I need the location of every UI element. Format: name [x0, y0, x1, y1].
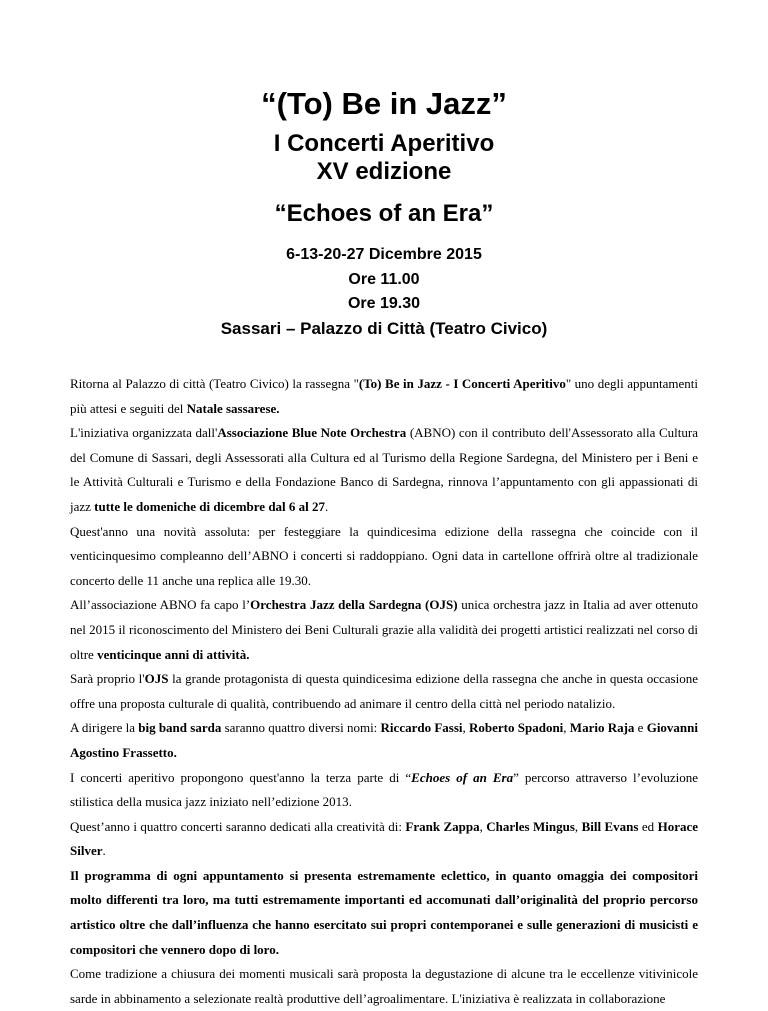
text-run-bold: Orchestra Jazz della Sardegna (OJS): [250, 597, 458, 613]
text-run: All’associazione ABNO fa capo l’: [70, 597, 251, 613]
text-run-bold: Mario Raja: [569, 720, 635, 736]
text-run-bold: Giovanni Agostino Frassetto.: [70, 720, 698, 760]
text-run: ,: [574, 818, 582, 834]
event-title: “(To) Be in Jazz”: [261, 86, 507, 121]
text-run: Quest’anno i quattro concerti saranno dedicati alla creatività di:: [70, 818, 406, 834]
text-run-bold: Il programma di ogni appuntamento si presenta estremamente eclettico, in quanto omaggia dei compositori molto differenti tra loro, ma tutti estremamente importanti ed accomunati dall’originalità del proprio percorso artistico oltre che dall’influenza che hanno esercitato sui propri contemporanei e sulle generazioni di musicisti e compositori che vennero dopo di loro.: [70, 867, 698, 957]
event-edition: XV edizione: [316, 158, 452, 185]
paragraph-tasting: Come tradizione a chiusura dei momenti musicali sarà proposta la degustazione di alcune tra le eccellenze vitivinicole sarde in abbinamento a selezionate realtà produttive dell’agroalimentare. L'iniziativa è realizzata in collaborazione: [70, 966, 698, 1006]
paragraph-protagonist: [70, 667, 698, 716]
text-run-bold: Riccardo Fassi: [380, 720, 463, 736]
paragraph-echoes: [70, 766, 698, 815]
text-run: unica orchestra jazz in Italia ad aver ottenuto nel 2015 il riconoscimento del Ministero dei Beni Culturali grazie alla validità dei progetti artistici realizzati nel corso di oltre: [70, 597, 698, 662]
paragraph-artists: [70, 815, 698, 864]
event-subtitle: I Concerti Aperitivo: [273, 130, 495, 157]
event-time-evening: Ore 19.30: [347, 295, 421, 312]
text-run-bold: Natale sassarese.: [186, 400, 280, 416]
paragraph-novelty: Quest'anno una novità assoluta: per festeggiare la quindicesima edizione della rassegna che coincide con il venticinquesimo compleanno dell’ABNO i concerti si raddoppiano. Ogni data in cartellone offrirà oltre al tradizionale concerto delle 11 anche una replica alle 19.30.: [70, 523, 698, 588]
text-run: (ABNO) con il contributo dell'Assessorato alla Cultura del Comune di Sassari, degli Assessorati alla Cultura ed al Turismo della Regione Sardegna, del Ministero per i Beni e le Attività Culturali e Turismo e della Fondazione Banco di Sardegna, rinnova l’appuntamento con gli appassionati di jazz: [70, 425, 698, 514]
paragraph-intro: [70, 372, 698, 421]
text-run: .: [325, 498, 329, 514]
text-run: A dirigere la: [70, 720, 139, 736]
paragraph-program: [70, 864, 698, 962]
text-run-bold: Charles Mingus: [486, 818, 575, 834]
event-theme: “Echoes of an Era”: [274, 200, 494, 227]
text-run: saranno quattro diversi nomi:: [221, 720, 381, 736]
text-run-bold: venticinque anni di attività.: [97, 646, 250, 662]
text-run-bold: Associazione Blue Note Orchestra: [217, 425, 407, 441]
text-run-bold-italic: Echoes of an Era: [411, 769, 514, 785]
text-run: e: [634, 720, 647, 736]
text-run: Sarà proprio l': [70, 671, 145, 687]
text-run-bold: tutte le domeniche di dicembre dal 6 al 27: [94, 498, 326, 514]
text-run: la grande protagonista di questa quindicesima edizione della rassegna che anche in questa occasione offre una proposta culturale di qualità, contribuendo ad animare il centro della città nel periodo natalizio.: [70, 671, 698, 711]
text-run-bold: Roberto Spadoni: [469, 720, 564, 736]
text-run: Ritorna al Palazzo di città (Teatro Civico) la rassegna ": [70, 376, 359, 391]
event-time-morning: Ore 11.00: [348, 271, 420, 288]
text-run: ” percorso attraverso l’evoluzione stilistica della musica jazz iniziato nell’edizione 2013.: [70, 769, 698, 810]
text-run-bold: (To) Be in Jazz - I Concerti Aperitivo: [358, 376, 566, 391]
text-run-bold: Frank Zappa: [405, 818, 480, 834]
text-run: " uno degli appuntamenti più attesi e seguiti del: [70, 376, 698, 416]
text-run: L'iniziativa organizzata dall': [70, 425, 218, 441]
text-run-bold: big band sarda: [138, 720, 222, 736]
text-run-bold: Bill Evans: [581, 818, 639, 834]
press-release-body: [70, 372, 698, 1011]
text-run: ,: [479, 818, 487, 834]
text-run: ed: [638, 818, 658, 834]
text-run: ,: [462, 720, 470, 736]
text-run: ,: [563, 720, 570, 736]
event-venue: Sassari – Palazzo di Città (Teatro Civico): [220, 319, 548, 338]
event-dates: 6-13-20-27 Dicembre 2015: [286, 246, 482, 263]
paragraph-directors: [70, 716, 698, 765]
text-run: I concerti aperitivo propongono quest'anno la terza parte di “: [70, 769, 412, 785]
paragraph-ojs: [70, 593, 698, 667]
paragraph-organizer: [70, 421, 698, 519]
text-run: .: [102, 843, 106, 859]
text-run-bold: Horace Silver: [70, 818, 699, 859]
text-run-bold: OJS: [144, 671, 169, 687]
